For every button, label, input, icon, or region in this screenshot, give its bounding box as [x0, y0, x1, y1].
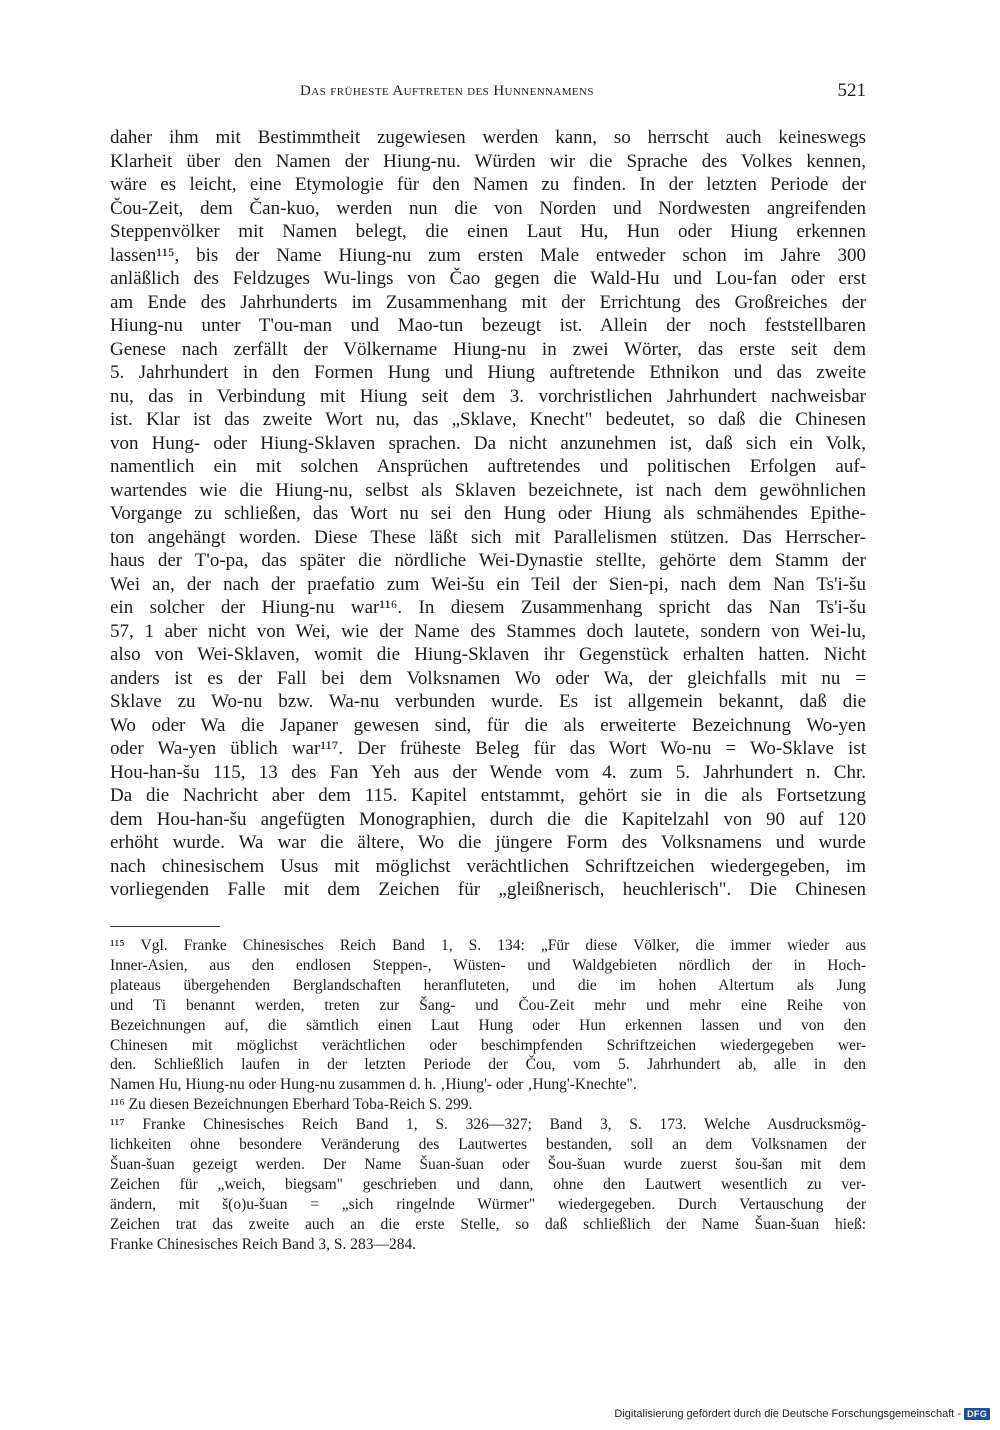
- body-text: [110, 126, 866, 902]
- footnote-line: Zeichen für „weich, biegsam" geschrieben und dann, ohne den Lautwert wesentlich zu ver-: [110, 1175, 866, 1193]
- body-line: Čou-Zeit, dem Čan-kuo, werden nun die von Norden und Nordwesten angreifenden: [110, 197, 866, 219]
- footer-credit-text: Digitalisierung gefördert durch die Deutsche Forschungsgemeinschaft -: [614, 1408, 962, 1420]
- body-line: Steppenvölker mit Namen belegt, die einen Laut Hu, Hun oder Hiung erkennen: [110, 221, 866, 242]
- footnote-line: und Ti benannt werden, treten zur Šang- und Čou-Zeit mehr und mehr eine Reihe von: [110, 996, 866, 1014]
- body-line: anläßlich des Feldzuges Wu-lings von Čao gegen die Wald-Hu und Lou-fan oder erst: [110, 268, 866, 289]
- body-line: Hiung-nu unter T'ou-man und Mao-tun bezeugt ist. Allein der noch feststellbaren: [110, 315, 866, 336]
- body-line: wartendes wie die Hiung-nu, selbst als Sklaven bezeichnete, ist nach dem gewöhnlichen: [110, 479, 866, 501]
- footnote-line: ändern, mit š(o)u-šuan = „sich ringelnde Würmer" wiedergegeben. Durch Vertauschung der: [110, 1195, 866, 1213]
- body-line: wäre es leicht, eine Etymologie für den Namen zu finden. In der letzten Periode der: [110, 174, 866, 195]
- footnote-line: Bezeichnungen auf, die sämtlich einen Laut Hung oder Hun erkennen lassen und von den: [110, 1016, 866, 1034]
- body-line: ein solcher der Hiung-nu war¹¹⁶. In diesem Zusammenhang spricht das Nan Ts'i-šu: [110, 597, 866, 618]
- body-line: lassen¹¹⁵, bis der Name Hiung-nu zum ersten Male entweder schon im Jahre 300: [110, 244, 866, 266]
- page-header: [110, 80, 866, 106]
- footnote-line: Zeichen trat das zweite auch an die erste Stelle, so daß schließlich der Name Šuan-šuan hieß:: [110, 1215, 866, 1233]
- footnote-line: ¹¹⁵ Vgl. Franke Chinesisches Reich Band 1, S. 134: „Für diese Völker, die immer wieder aus: [110, 937, 866, 954]
- body-line: namentlich ein mit solchen Ansprüchen auftretendes und politischen Erfolgen auf-: [110, 456, 866, 477]
- footnote-line: Šuan-šuan gezeigt werden. Der Name Šuan-šuan oder Šou-šuan wurde zuerst šou-šan mit dem: [110, 1155, 866, 1173]
- body-line: ist. Klar ist das zweite Wort nu, das „Sklave, Knecht" bedeutet, so daß die Chinesen: [110, 409, 866, 430]
- body-line: Hou-han-šu 115, 13 des Fan Yeh aus der Wende vom 4. zum 5. Jahrhundert n. Chr.: [110, 761, 866, 783]
- footnotes: [110, 936, 866, 1255]
- body-line: Vorgange zu schließen, das Wort nu sei den Hung oder Hiung als schmähendes Epithe-: [110, 503, 866, 524]
- body-line: also von Wei-Sklaven, womit die Hiung-Sklaven ihr Gegenstück erhalten hatten. Nicht: [110, 644, 866, 665]
- footnote-line: plateaus übergehenden Berglandschaften heranfluteten, und die im hohen Altertum als Jung: [110, 976, 866, 994]
- body-line: oder Wa-yen üblich war¹¹⁷. Der früheste Beleg für das Wort Wo-nu = Wo-Sklave ist: [110, 738, 866, 759]
- body-line: 57, 1 aber nicht von Wei, wie der Name des Stammes doch lautete, sondern von Wei-lu,: [110, 620, 866, 642]
- page-number: 521: [837, 80, 866, 101]
- running-title: Das früheste Auftreten des Hunnennamens: [300, 83, 594, 99]
- body-line: erhöht wurde. Wa war die ältere, Wo die jüngere Form des Volksnamens und wurde: [110, 832, 866, 853]
- body-line: nu, das in Verbindung mit Hiung seit dem 3. vorchristlichen Jahrhundert nachweisbar: [110, 385, 866, 407]
- body-line: Wei an, der nach der praefatio zum Wei-šu ein Teil der Sien-pi, nach dem Nan Ts'i-šu: [110, 573, 866, 595]
- body-line: daher ihm mit Bestimmtheit zugewiesen werden kann, so herrscht auch keineswegs: [110, 127, 866, 148]
- body-line: Klarheit über den Namen der Hiung-nu. Würden wir die Sprache des Volkes kennen,: [110, 150, 866, 172]
- body-line: anders ist es der Fall bei dem Volksnamen Wo oder Wa, der gleichfalls mit nu =: [110, 667, 866, 689]
- body-line: dem Hou-han-šu angefügten Monographien, durch die die Kapitelzahl von 90 auf 120: [110, 808, 866, 830]
- footnote-line: lichkeiten ohne besondere Veränderung des Lautwertes bestanden, soll an dem Volksnamen der: [110, 1136, 866, 1154]
- footnote-line: ¹¹⁶ Zu diesen Bezeichnungen Eberhard Toba-Reich S. 299.: [110, 1096, 473, 1114]
- body-line: ton angehängt worden. Diese These läßt sich mit Parallelismen stützen. Das Herrscher-: [110, 526, 866, 548]
- footnote-line: Chinesen mit möglichst verächtlichen oder beschimpfenden Schriftzeichen wiedergegeben wer-: [110, 1036, 866, 1054]
- footnote-line: den. Schließlich laufen in der letzten Periode der Čou, vom 5. Jahrhundert ab, alle in den: [110, 1056, 866, 1074]
- footnote-line: Inner-Asien, aus den endlosen Steppen-, Wüsten- und Waldgebieten nördlich der in Hoch-: [110, 956, 866, 974]
- body-line: Genese nach zerfällt der Völkername Hiung-nu in zwei Wörter, das erste seit dem: [110, 338, 866, 360]
- body-line: nach chinesischem Usus mit möglichst verächtlichen Schriftzeichen wiedergegeben, im: [110, 855, 866, 877]
- footnote-line: Namen Hu, Hiung-nu oder Hung-nu zusammen d. h. ‚Hiung'- oder ‚Hung'-Knechte".: [110, 1076, 637, 1094]
- body-line: 5. Jahrhundert in den Formen Hung und Hiung auftretende Ethnikon und das zweite: [110, 362, 866, 383]
- dfg-logo: DFG: [964, 1408, 990, 1420]
- body-line: haus der T'o-pa, das später die nördliche Wei-Dynastie stellte, gehörte dem Stamm der: [110, 550, 866, 571]
- footer-credit: [614, 1408, 990, 1420]
- body-line: am Ende des Jahrhunderts im Zusammenhang mit der Errichtung des Großreiches der: [110, 291, 866, 313]
- body-line: Sklave zu Wo-nu bzw. Wa-nu verbunden wurde. Es ist allgemein bekannt, daß die: [110, 691, 866, 712]
- body-line: Da die Nachricht aber dem 115. Kapitel entstammt, gehört sie in die als Fortsetzung: [110, 785, 866, 806]
- body-line: Wo oder Wa die Japaner gewesen sind, für die als erweiterte Bezeichnung Wo-yen: [110, 714, 866, 736]
- footnote-divider: [110, 926, 220, 927]
- body-line: vorliegenden Falle mit dem Zeichen für „gleißnerisch, heuchlerisch". Die Chinesen: [110, 879, 866, 900]
- footnote-line: Franke Chinesisches Reich Band 3, S. 283—284.: [110, 1235, 417, 1253]
- body-line: von Hung- oder Hiung-Sklaven sprachen. Da nicht anzunehmen ist, daß sich ein Volk,: [110, 432, 866, 454]
- footnote-line: ¹¹⁷ Franke Chinesisches Reich Band 1, S. 326—327; Band 3, S. 173. Welche Ausdrucksmög-: [110, 1116, 866, 1134]
